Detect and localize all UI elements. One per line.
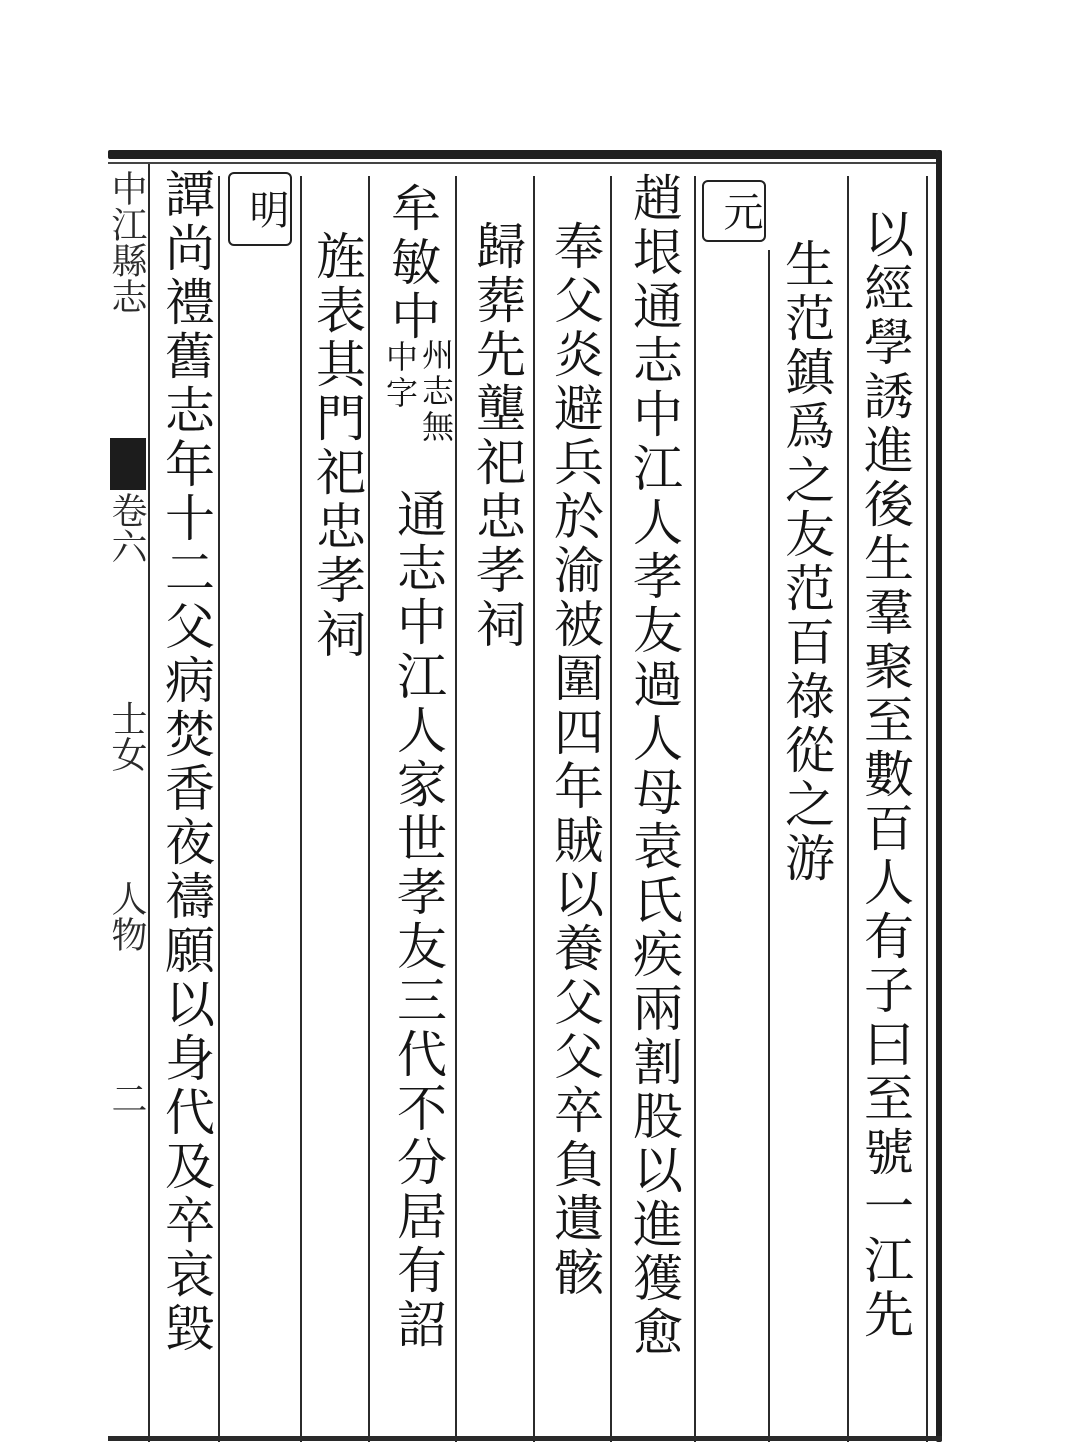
fish-tail-mark [110, 438, 146, 490]
text-column-4: 奉父炎避兵於渝被圍四年賊以養父父卒負遺骸 [546, 220, 604, 1300]
margin-section: 士女 [106, 700, 147, 772]
margin-volume: 卷六 [106, 492, 147, 564]
right-border-rule [936, 150, 942, 1442]
text-column-3: 趙垠通志中江人孝友過人母袁氏疾兩割股以進獲愈 [625, 172, 683, 1360]
column-rule [610, 176, 612, 1442]
text-column-1: 以經學誘進後生羣聚至數百人有子曰至號一江先 [856, 208, 914, 1342]
text-column-6-name: 牟敏中 [383, 182, 441, 344]
top-border-thin-rule [108, 162, 938, 164]
margin-page-number: 二 [106, 1080, 147, 1116]
section-label-ming: 明 [228, 172, 292, 246]
text-column-5: 歸葬先壟祀忠孝祠 [468, 220, 526, 652]
text-column-8: 譚尚禮舊志年十二父病焚香夜禱願以身代及卒哀毀 [157, 168, 215, 1356]
column-rule [300, 176, 302, 1442]
column-rule [455, 176, 457, 1442]
margin-rule [148, 164, 150, 1442]
margin-book-title: 中江縣志 [106, 170, 147, 314]
margin-subsection: 人物 [106, 880, 147, 952]
text-column-6: 通志中江人家世孝友三代不分居有詔 [389, 488, 447, 1352]
annotation-line-2: 中字 [381, 340, 419, 412]
column-rule [694, 176, 696, 1442]
column-rule [218, 176, 220, 1442]
annotation-line-1: 州志無 [417, 338, 455, 446]
column-rule [533, 176, 535, 1442]
text-column-7: 旌表其門祀忠孝祠 [308, 230, 366, 662]
column-rule [768, 250, 770, 1442]
column-rule [847, 176, 849, 1442]
top-border-rule [108, 150, 938, 159]
column-rule [368, 176, 370, 1442]
bottom-border-rule [108, 1436, 942, 1441]
section-label-yuan: 元 [702, 180, 766, 242]
right-inner-rule [926, 176, 928, 1442]
text-column-2: 生范鎮爲之友范百祿從之游 [777, 238, 835, 886]
